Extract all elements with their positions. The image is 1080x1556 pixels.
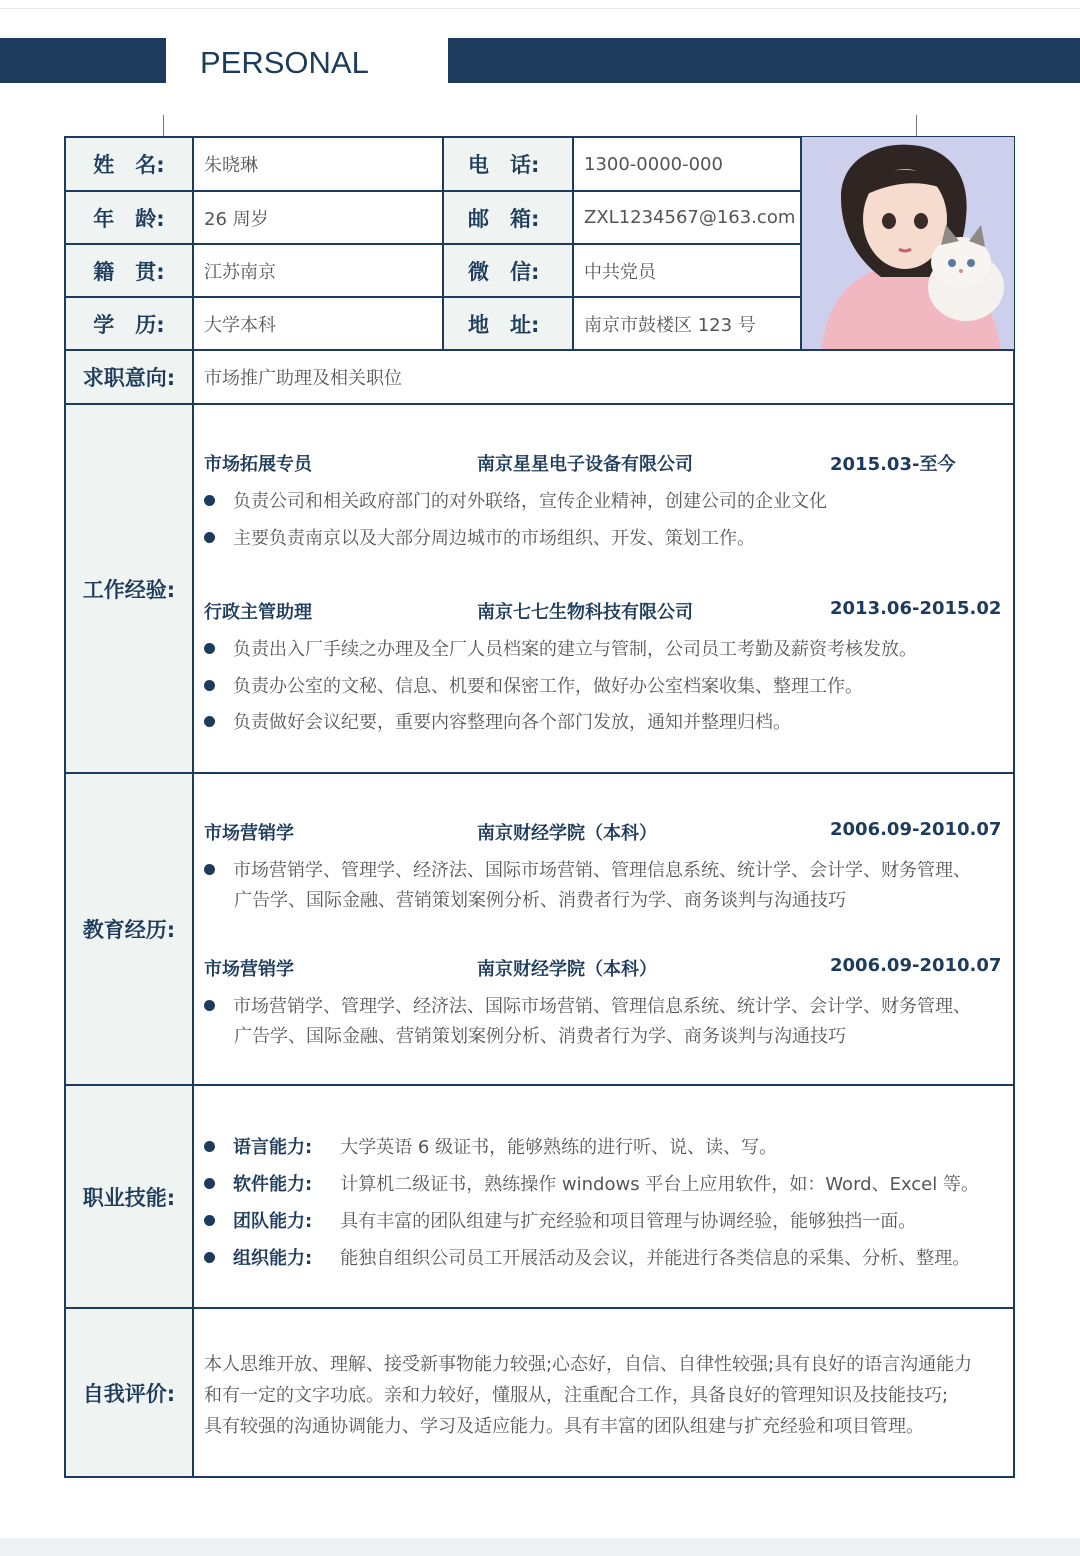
list-item: 主要负责南京以及大部分周边城市的市场组织、开发、策划工作。	[204, 524, 755, 550]
grid-line	[65, 243, 801, 245]
header-bar-left	[0, 38, 166, 83]
list-item-continuation: 广告学、国际金融、营销策划案例分析、消费者行为学、商务谈判与沟通技巧	[234, 890, 846, 911]
work-experience-label: 工作经验:	[66, 405, 192, 772]
phone-label: 电 话:	[444, 138, 572, 190]
age-label: 年 龄:	[66, 192, 192, 243]
wechat-value: 中共党员	[584, 261, 656, 283]
list-item: 市场营销学、管理学、经济法、国际市场营销、管理信息系统、统计学、会计学、财务管理、	[204, 856, 971, 882]
bullet-icon	[204, 864, 215, 875]
edu-period: 2006.09-2010.07	[830, 955, 1002, 976]
job-intent-label: 求职意向:	[66, 351, 192, 403]
edu-major: 市场营销学	[204, 959, 294, 980]
grid-line	[65, 1084, 1014, 1086]
list-item: 负责出入厂手续之办理及全厂人员档案的建立与管制，公司员工考勤及薪资考核发放。	[204, 635, 917, 661]
bullet-icon	[204, 1252, 215, 1263]
bullet-icon	[204, 680, 215, 691]
list-item-continuation: 广告学、国际金融、营销策划案例分析、消费者行为学、商务谈判与沟通技巧	[234, 1026, 846, 1047]
grid-line	[65, 403, 1014, 405]
job-title: 行政主管助理	[204, 602, 312, 623]
self-evaluation-line: 和有一定的文字功底。亲和力较好，懂服从，注重配合工作，具备良好的管理知识及技能技巧;	[204, 1385, 949, 1406]
list-item: 市场营销学、管理学、经济法、国际市场营销、管理信息系统、统计学、会计学、财务管理、	[204, 992, 971, 1018]
job-company: 南京七七生物科技有限公司	[477, 602, 693, 623]
job-period: 2015.03-至今	[830, 454, 956, 475]
education-label: 教育经历:	[66, 774, 192, 1084]
job-title: 市场拓展专员	[204, 454, 312, 475]
job-intent-value: 市场推广助理及相关职位	[204, 368, 402, 389]
email-value: ZXL1234567@163.com	[584, 207, 796, 228]
tick-mark-left	[163, 115, 164, 137]
self-evaluation-line: 本人思维开放、理解、接受新事物能力较强;心态好，自信、自律性较强;具有良好的语言沟通能力	[204, 1354, 973, 1375]
edu-period: 2006.09-2010.07	[830, 819, 1002, 840]
education-level-value: 大学本科	[204, 314, 276, 336]
grid-line	[65, 349, 1014, 351]
grid-line	[65, 296, 801, 298]
wechat-label: 微 信:	[444, 245, 572, 296]
bullet-icon	[204, 532, 215, 543]
list-item: 负责公司和相关政府部门的对外联络，宣传企业精神，创建公司的企业文化	[204, 487, 827, 513]
bullet-icon	[204, 1215, 215, 1226]
list-item: 负责做好会议纪要，重要内容整理向各个部门发放，通知并整理归档。	[204, 708, 791, 734]
grid-line	[65, 190, 801, 192]
name-label: 姓 名:	[66, 138, 192, 190]
self-evaluation-label: 自我评价:	[66, 1309, 192, 1476]
profile-photo	[801, 137, 1014, 349]
list-item: 团队能力: 具有丰富的团队组建与扩充经验和项目管理与协调经验，能够独挡一面。	[204, 1207, 916, 1233]
hometown-value: 江苏南京	[204, 261, 276, 283]
list-item: 语言能力: 大学英语 6 级证书，能够熟练的进行听、说、读、写。	[204, 1133, 777, 1159]
bullet-icon	[204, 643, 215, 654]
grid-line	[65, 772, 1014, 774]
top-divider	[0, 8, 1080, 9]
list-item: 软件能力: 计算机二级证书，熟练操作 windows 平台上应用软件，如：Word、Excel 等。	[204, 1170, 979, 1196]
hometown-label: 籍 贯:	[66, 245, 192, 296]
header-bar-right	[448, 38, 1080, 83]
list-item: 组织能力: 能独自组织公司员工开展活动及会议，并能进行各类信息的采集、分析、整理。	[204, 1244, 970, 1270]
name-value: 朱晓琳	[204, 155, 258, 176]
email-label: 邮 箱:	[444, 192, 572, 243]
skills-label: 职业技能:	[66, 1086, 192, 1307]
list-item: 负责办公室的文秘、信息、机要和保密工作，做好办公室档案收集、整理工作。	[204, 672, 863, 698]
education-level-label: 学 历:	[66, 298, 192, 349]
bullet-icon	[204, 1178, 215, 1189]
job-period: 2013.06-2015.02	[830, 598, 1002, 619]
page-title: PERSONAL	[200, 45, 369, 80]
grid-line	[192, 137, 194, 1477]
edu-school: 南京财经学院（本科）	[477, 959, 657, 980]
edu-school: 南京财经学院（本科）	[477, 823, 657, 844]
self-evaluation-line: 具有较强的沟通协调能力、学习及适应能力。具有丰富的团队组建与扩充经验和项目管理。	[204, 1416, 924, 1437]
bullet-icon	[204, 716, 215, 727]
phone-value: 1300-0000-000	[584, 153, 723, 175]
bullet-icon	[204, 495, 215, 506]
tick-mark-right	[916, 115, 917, 137]
grid-line	[65, 1307, 1014, 1309]
bottom-band	[0, 1538, 1080, 1556]
address-label: 地 址:	[444, 298, 572, 349]
job-company: 南京星星电子设备有限公司	[477, 454, 693, 475]
address-value: 南京市鼓楼区 123 号	[584, 314, 756, 336]
avatar-illustration-icon	[801, 137, 1014, 349]
bullet-icon	[204, 1141, 215, 1152]
edu-major: 市场营销学	[204, 823, 294, 844]
age-value: 26 周岁	[204, 208, 269, 230]
bullet-icon	[204, 1000, 215, 1011]
